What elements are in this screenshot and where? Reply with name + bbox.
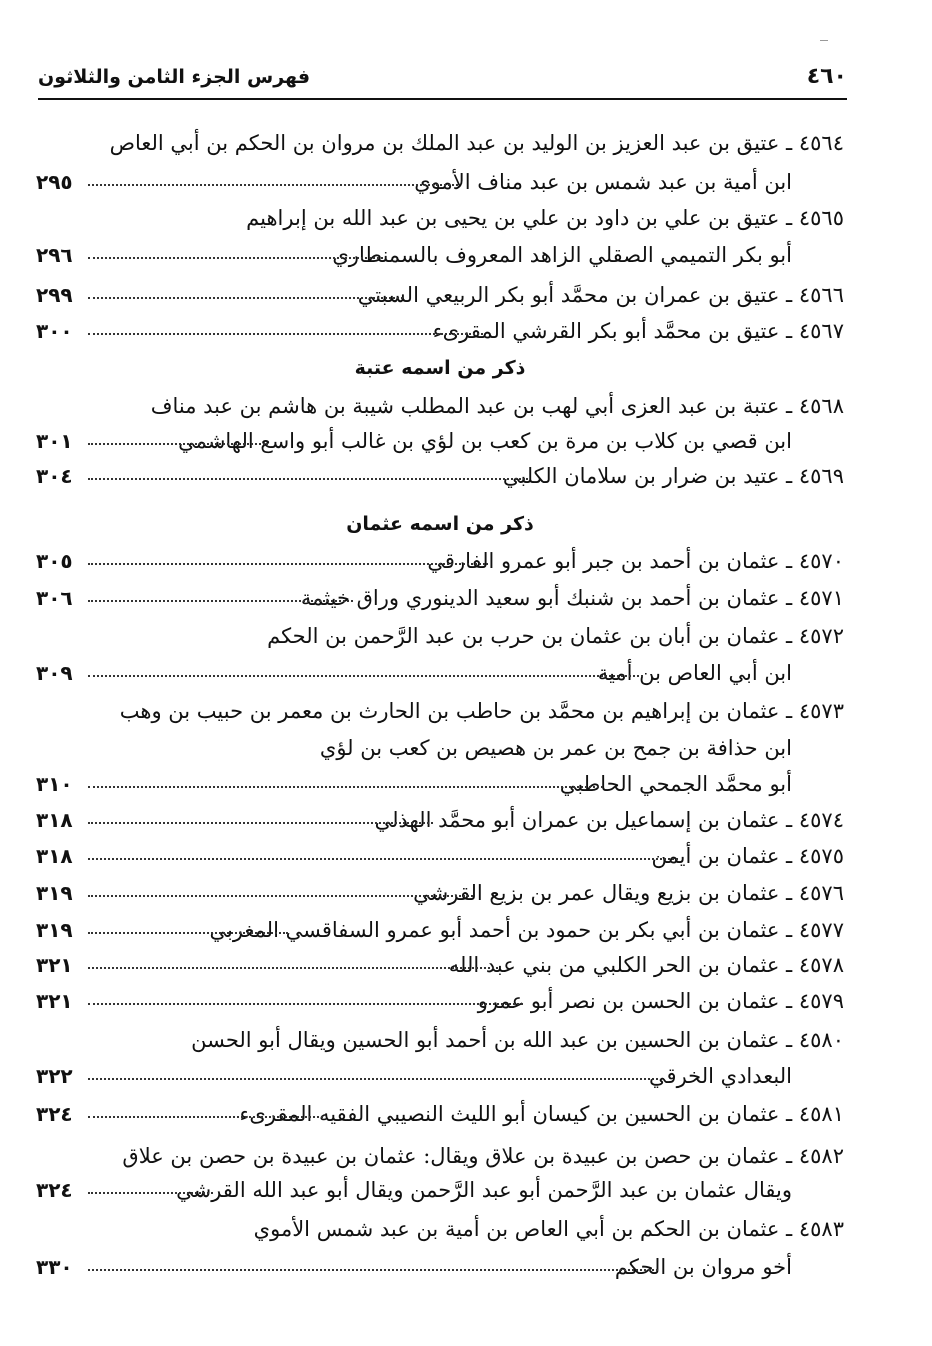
- entry-page-number: ٢٩٦: [36, 243, 73, 267]
- entry-text: ٤٥٨٠ ـ عثمان بن الحسين بن عبد الله بن أحمد أبو الحسين ويقال أبو الحسن: [191, 1028, 844, 1052]
- index-entry-continuation: [36, 164, 844, 200]
- entry-page-number: ٣٠١: [36, 429, 73, 453]
- entry-text: ٤٥٦٤ ـ عتيق بن عبد العزيز بن الوليد بن عبد الملك بن مروان بن الحكم بن أبي العاص: [109, 131, 844, 155]
- entry-page-number: ٣٠٩: [36, 661, 73, 685]
- dot-leader: [88, 184, 458, 186]
- entry-text: ٤٥٦٨ ـ عتبة بن عبد العزى أبي لهب بن عبد المطلب شيبة بن هاشم بن عبد مناف: [150, 394, 844, 418]
- entry-page-number: ٣٠٦: [36, 586, 73, 610]
- index-entry-continuation: [36, 1249, 844, 1285]
- entry-text: ٤٥٧٦ ـ عثمان بن بزيع ويقال عمر بن بزيع القرشي: [413, 881, 844, 905]
- entry-page-number: ٣٢٤: [36, 1102, 73, 1126]
- dot-leader: [88, 967, 498, 969]
- entry-text: ٤٥٧٩ ـ عثمان بن الحسن بن نصر أبو عمرو: [477, 989, 844, 1013]
- dot-leader: [88, 786, 603, 788]
- entry-text: ٤٥٧٤ ـ عثمان بن إسماعيل بن عمران أبو محمَّد الهذلي: [374, 808, 844, 832]
- entry-text: ٤٥٦٧ ـ عتيق بن محمَّد أبو بكر القرشي المقرىء: [432, 319, 844, 343]
- index-entry-continuation: [36, 1058, 844, 1094]
- dot-leader: [88, 822, 433, 824]
- entry-text: البعدادي الخرقي: [649, 1064, 792, 1088]
- dot-leader: [88, 443, 268, 445]
- entry-page-number: ٣٣٠: [36, 1255, 73, 1279]
- index-entry-continuation: [36, 655, 844, 691]
- entry-page-number: ٣٢٢: [36, 1064, 73, 1088]
- index-entry-continuation: [36, 766, 844, 802]
- entry-page-number: ٣٢١: [36, 989, 73, 1013]
- index-entry: [36, 580, 844, 616]
- dot-leader: [88, 932, 288, 934]
- corner-mark: [820, 40, 828, 41]
- index-entry: [36, 1138, 844, 1174]
- entry-text: ٤٥٦٩ ـ عتيد بن ضرار بن سلامان الكلبي: [502, 464, 844, 488]
- section-heading: ذكر من اسمه عثمان: [346, 513, 534, 535]
- entry-page-number: ٣١٩: [36, 918, 73, 942]
- dot-leader: [88, 600, 353, 602]
- dot-leader: [88, 895, 473, 897]
- entry-page-number: ٣١٨: [36, 844, 73, 868]
- index-entry: [36, 313, 844, 349]
- entry-page-number: ٣٠٤: [36, 464, 73, 488]
- entry-text: ٤٥٧٥ ـ عثمان بن أيمن: [651, 844, 844, 868]
- entry-text: ٤٥٧٧ ـ عثمان بن أبي بكر بن حمود بن أحمد أبو عمرو السفاقسي المغربي: [209, 918, 844, 942]
- entry-text: ابن أبي العاص بن أمية: [597, 661, 792, 685]
- dot-leader: [88, 297, 403, 299]
- dot-leader: [88, 675, 643, 677]
- entry-page-number: ٣٢١: [36, 953, 73, 977]
- running-title: فهرس الجزء الثامن والثلاثون: [38, 66, 311, 88]
- index-entry: [36, 388, 844, 424]
- entry-page-number: ٢٩٥: [36, 170, 73, 194]
- dot-leader: [88, 858, 678, 860]
- dot-leader: [88, 257, 383, 259]
- entry-text: ويقال عثمان بن عبد الرَّحمن أبو عبد الرَّحمن ويقال أبو عبد الله القرشي: [176, 1178, 792, 1202]
- entry-text: ٤٥٧٢ ـ عثمان بن أبان بن عثمان بن حرب بن عبد الرَّحمن بن الحكم: [267, 624, 844, 648]
- index-entry-continuation: [36, 1172, 844, 1208]
- dot-leader: [88, 333, 483, 335]
- index-entry: [36, 838, 844, 874]
- entry-page-number: ٣٠٥: [36, 549, 73, 573]
- entry-page-number: ٣١٠: [36, 772, 73, 796]
- entry-page-number: ٣٠٠: [36, 319, 73, 343]
- dot-leader: [88, 1192, 213, 1194]
- index-entry: [36, 277, 844, 313]
- entry-text: ٤٥٨٢ ـ عثمان بن حصن بن عبيدة بن علاق ويقال: عثمان بن عبيدة بن حصن بن علاق: [122, 1144, 844, 1168]
- entry-text: ابن قصي بن كلاب بن مرة بن كعب بن لؤي بن غالب أبو واسع الهاشمي: [178, 429, 792, 453]
- dot-leader: [88, 563, 488, 565]
- index-entry-continuation: [36, 237, 844, 273]
- entry-text: ٤٥٦٦ ـ عتيق بن عمران بن محمَّد أبو بكر الربيعي السبتي: [357, 283, 844, 307]
- index-entry: [36, 912, 844, 948]
- entry-text: أخو مروان بن الحكم: [614, 1255, 792, 1279]
- index-entry: [36, 802, 844, 838]
- entry-text: ٤٥٨٣ ـ عثمان بن الحكم بن أبي العاص بن أمية بن عبد شمس الأموي: [253, 1217, 844, 1241]
- dot-leader: [88, 1003, 523, 1005]
- entry-text: أبو محمَّد الجمحي الحاطبي: [559, 772, 792, 796]
- dot-leader: [88, 1269, 658, 1271]
- dot-leader: [88, 1116, 323, 1118]
- index-entry: [36, 983, 844, 1019]
- dot-leader: [88, 1078, 658, 1080]
- index-entry: [36, 1022, 844, 1058]
- index-entry-continuation: [36, 730, 844, 766]
- index-entry: [36, 1211, 844, 1247]
- index-entry: [36, 618, 844, 654]
- entry-text: ٤٥٧١ ـ عثمان بن أحمد بن شنبك أبو سعيد الدينوري وراق خيثمة: [300, 586, 844, 610]
- entry-page-number: ٣١٨: [36, 808, 73, 832]
- entry-text: ٤٥٧٠ ـ عثمان بن أحمد بن جبر أبو عمرو الفارقي: [427, 549, 844, 573]
- index-entry: [36, 947, 844, 983]
- entry-page-number: ٢٩٩: [36, 283, 73, 307]
- entry-text: أبو بكر التميمي الصقلي الزاهد المعروف بالسمنطاري: [332, 243, 792, 267]
- entry-text: ابن حذافة بن جمح بن عمر بن هصيص بن كعب بن لؤي: [319, 736, 792, 760]
- entry-page-number: ٣١٩: [36, 881, 73, 905]
- section-heading: ذكر من اسمه عتبة: [354, 357, 526, 379]
- index-entry: [36, 200, 844, 236]
- index-entry: [36, 693, 844, 729]
- entry-text: ٤٥٦٥ ـ عتيق بن علي بن داود بن علي بن يحيى بن عبد الله بن إبراهيم: [246, 206, 844, 230]
- index-entry: [36, 1096, 844, 1132]
- dot-leader: [88, 478, 528, 480]
- entry-page-number: ٣٢٤: [36, 1178, 73, 1202]
- index-entry: [36, 875, 844, 911]
- entry-text: ٤٥٨١ ـ عثمان بن الحسين بن كيسان أبو الليث النصيبي الفقيه المقرىء: [239, 1102, 844, 1126]
- entry-text: ابن أمية بن عبد شمس بن عبد مناف الأموي: [414, 170, 792, 194]
- entry-text: ٤٥٧٣ ـ عثمان بن إبراهيم بن محمَّد بن حاطب بن الحارث بن معمر بن حبيب بن وهب: [119, 699, 844, 723]
- index-entry: [36, 125, 844, 161]
- entry-text: ٤٥٧٨ ـ عثمان بن الحر الكلبي من بني عبد الله: [448, 953, 844, 977]
- index-entry: [36, 543, 844, 579]
- index-entry-continuation: [36, 423, 844, 459]
- page-header: [38, 62, 847, 100]
- page-number: ٤٦٠: [806, 64, 847, 89]
- index-entry: [36, 458, 844, 494]
